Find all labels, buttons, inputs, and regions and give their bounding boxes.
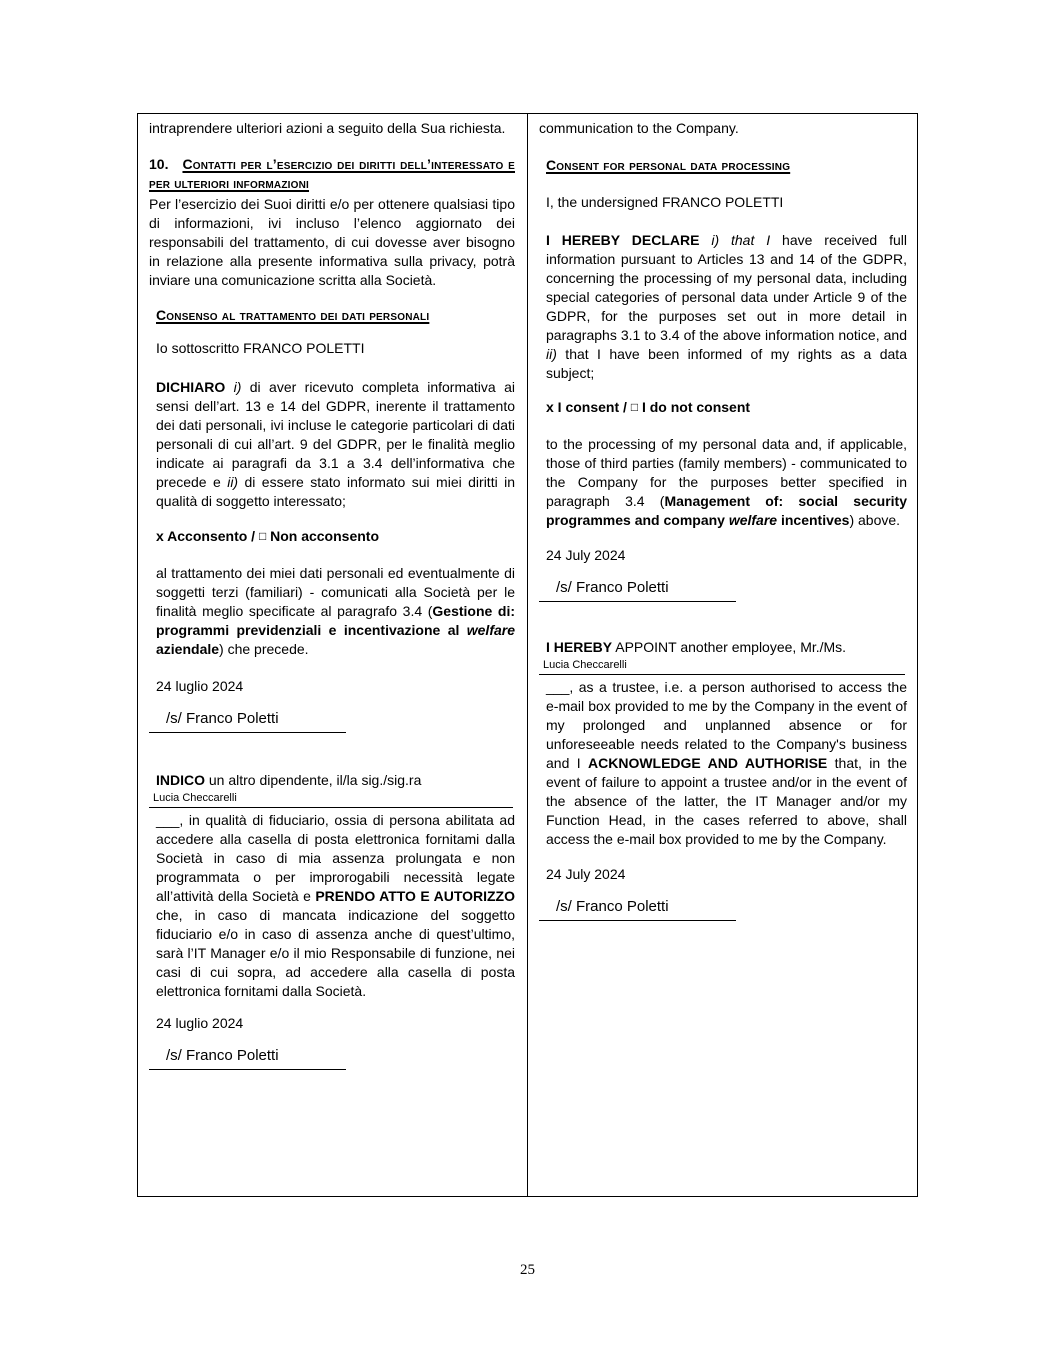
paragraph-undersigned-it: Io sottoscritto FRANCO POLETTI (156, 340, 365, 356)
empty-checkbox-icon: □ (258, 529, 267, 543)
date-line-en-2: 24 July 2024 (546, 866, 626, 882)
heading-consenso-text: Consenso al trattamento dei dati personali (156, 307, 430, 323)
paragraph-trustee (539, 678, 907, 849)
section-number: 10. (149, 156, 169, 172)
signature-text: /s/ Franco Poletti (166, 710, 279, 727)
fiduciario-text2: che, in caso di mancata indicazione del soggetto fiduciario e/o in caso di assenza anche di quest’ultimo, sarà l’IT Manager e/o il mio Responsabile di funzione, nei casi di cui sopra, ad accedere alla casella di posta elettronica fornitami dalla Società. (156, 907, 515, 999)
paragraph-contatti: Per l’esercizio dei Suoi diritti e/o per ottenere qualsiasi tipo di informazioni, ivi incluso l’elenco aggiornato dei responsabili del trattamento, di cui dovesse aver bisogno in relazione alla presente informativa sulla privacy, potrà inviare una comunicazione scritta alla Società. (149, 196, 515, 288)
date-line-it-2: 24 luglio 2024 (156, 1015, 244, 1031)
indico-text: un altro dipendente, il/la sig./sig.ra (205, 772, 422, 788)
column-english (528, 114, 917, 1196)
declare-text2: that I have been informed of my rights as a data subject; (546, 346, 907, 381)
declare-i2: ii) (546, 346, 557, 362)
paragraph-undersigned-en: I, the undersigned FRANCO POLETTI (546, 194, 784, 210)
appoint-bold: I HEREBY (546, 639, 613, 655)
consent-yes-label-it: x Acconsento / (156, 528, 259, 544)
trustee-name-field-it (149, 791, 513, 808)
trattamento-bold2: aziendale (156, 641, 220, 657)
paragraph-intro-en: communication to the Company. (539, 120, 739, 136)
dichiaro-i1: i) (233, 379, 250, 395)
date-line-it-1: 24 luglio 2024 (156, 678, 244, 694)
trattamento-text1: al trattamento dei miei dati personali ed eventualmente di soggetti terzi (familiari) - comunicati alla Società per le finalità meglio specificate al paragrafo 3.4 ( (156, 565, 515, 619)
consent-no-label-it: Non acconsento (266, 528, 379, 544)
trustee-name-field-en (539, 658, 905, 675)
content-table (137, 113, 918, 1197)
dichiaro-bold: DICHIARO (156, 379, 234, 395)
signature-text: /s/ Franco Poletti (556, 898, 669, 915)
signature-text: /s/ Franco Poletti (166, 1047, 279, 1064)
declare-text1: have received full information pursuant to Articles 13 and 14 of the GDPR, concerning the processing of my personal data, including special categories of personal data under Article 9 of the GDPR, for the purposes set out in more detail in paragraphs 3.1 to 3.4 of the above information notice, and (546, 232, 908, 343)
dichiaro-text1: di aver ricevuto completa informativa ai sensi dell’art. 13 e 14 del GDPR, inerente il trattamento dei dati personali, ivi incluse le categorie particolari di dati personali di cui all’art. 9 del GDPR, per le finalità meglio indicate ai paragrafi da 3.1 a 3.4 dell’informativa che precede e (156, 379, 515, 490)
processing-text2: ) above. (849, 512, 901, 528)
trattamento-bold1: Gestione di: programmi previdenziali e incentivazione al (156, 603, 515, 638)
indico-bold: INDICO (156, 772, 205, 788)
trattamento-text2: ) che precede. (219, 641, 309, 657)
fiduciario-bold: PRENDO ATTO E AUTORIZZO (315, 888, 515, 904)
heading-consent-text: Consent for personal data processing (546, 157, 791, 173)
processing-bold-italic: welfare (728, 512, 778, 528)
date-line-en-1: 24 July 2024 (546, 547, 626, 563)
trustee-text2: that, in the event of failure to appoint a trustee and/or in the event of the absence of the latter, the IT Manager and/or my Function Head, in the cases referred to above, shall access the e-mail box provided to me by the Company. (546, 755, 907, 847)
page-number: 25 (520, 1262, 535, 1278)
consent-yes-label-en: x I consent / (546, 399, 631, 415)
paragraph-intro-it: intraprendere ulteriori azioni a seguito della Sua richiesta. (149, 120, 506, 136)
section-title: Contatti per l’esercizio dei diritti dell’interessato e per ulteriori informazioni (149, 156, 515, 191)
heading-consenso (149, 306, 515, 325)
consent-no-label-en: I do not consent (638, 399, 751, 415)
fiduciario-text1: ___, in qualità di fiduciario, ossia di persona abilitata ad accedere alla casella di posta elettronica fornitami dalla Società in caso di mia assenza prolungata e non programmata o per improrogabili necessità legate all’attività della Società e (156, 812, 515, 904)
trustee-text1: ___, as a trustee, i.e. a person authorised to access the e-mail box provided to me by the Company in the event of my prolonged and unplanned absence or for unforeseeable needs related to the Company's business and I (546, 679, 907, 771)
paragraph-appoint (539, 638, 907, 657)
paragraph-processing (539, 435, 907, 530)
signature-line-it-1 (149, 709, 346, 733)
trustee-bold: ACKNOWLEDGE AND AUTHORISE (588, 755, 828, 771)
trattamento-bold-italic: welfare (466, 622, 515, 638)
signature-line-it-2 (149, 1046, 346, 1070)
paragraph-fiduciario (149, 811, 515, 1001)
trustee-name: Lucia Checcarelli (543, 659, 627, 671)
signature-line-en-1 (539, 578, 736, 602)
empty-checkbox-icon: □ (630, 400, 639, 414)
trustee-name: Lucia Checcarelli (153, 792, 237, 804)
declare-i1: i) that I (711, 232, 771, 248)
paragraph-trattamento (149, 564, 515, 659)
processing-text1: to the processing of my personal data and, if applicable, those of third parties (family members) - communicated to the Company for the purposes better specified in paragraph 3.4 ( (546, 436, 907, 509)
paragraph-indico (149, 771, 515, 790)
signature-line-en-2 (539, 897, 736, 921)
processing-bold1: Management of: social security programmes and company (546, 493, 907, 528)
processing-bold2: incentives (777, 512, 850, 528)
consent-choice-line-it (149, 527, 515, 547)
dichiaro-i2: ii) (227, 474, 239, 490)
consent-choice-line-en (539, 398, 907, 418)
appoint-text: APPOINT another employee, Mr./Ms. (612, 639, 847, 655)
signature-text: /s/ Franco Poletti (556, 579, 669, 596)
column-italian (138, 114, 528, 1196)
declare-bold: I HEREBY DECLARE (546, 232, 712, 248)
section-heading-contatti (149, 155, 515, 193)
paragraph-declare (539, 231, 907, 383)
heading-consent (539, 156, 907, 175)
paragraph-dichiaro (149, 378, 515, 511)
dichiaro-text2: di essere stato informato sui miei diritti in qualità di soggetto interessato; (156, 474, 515, 509)
